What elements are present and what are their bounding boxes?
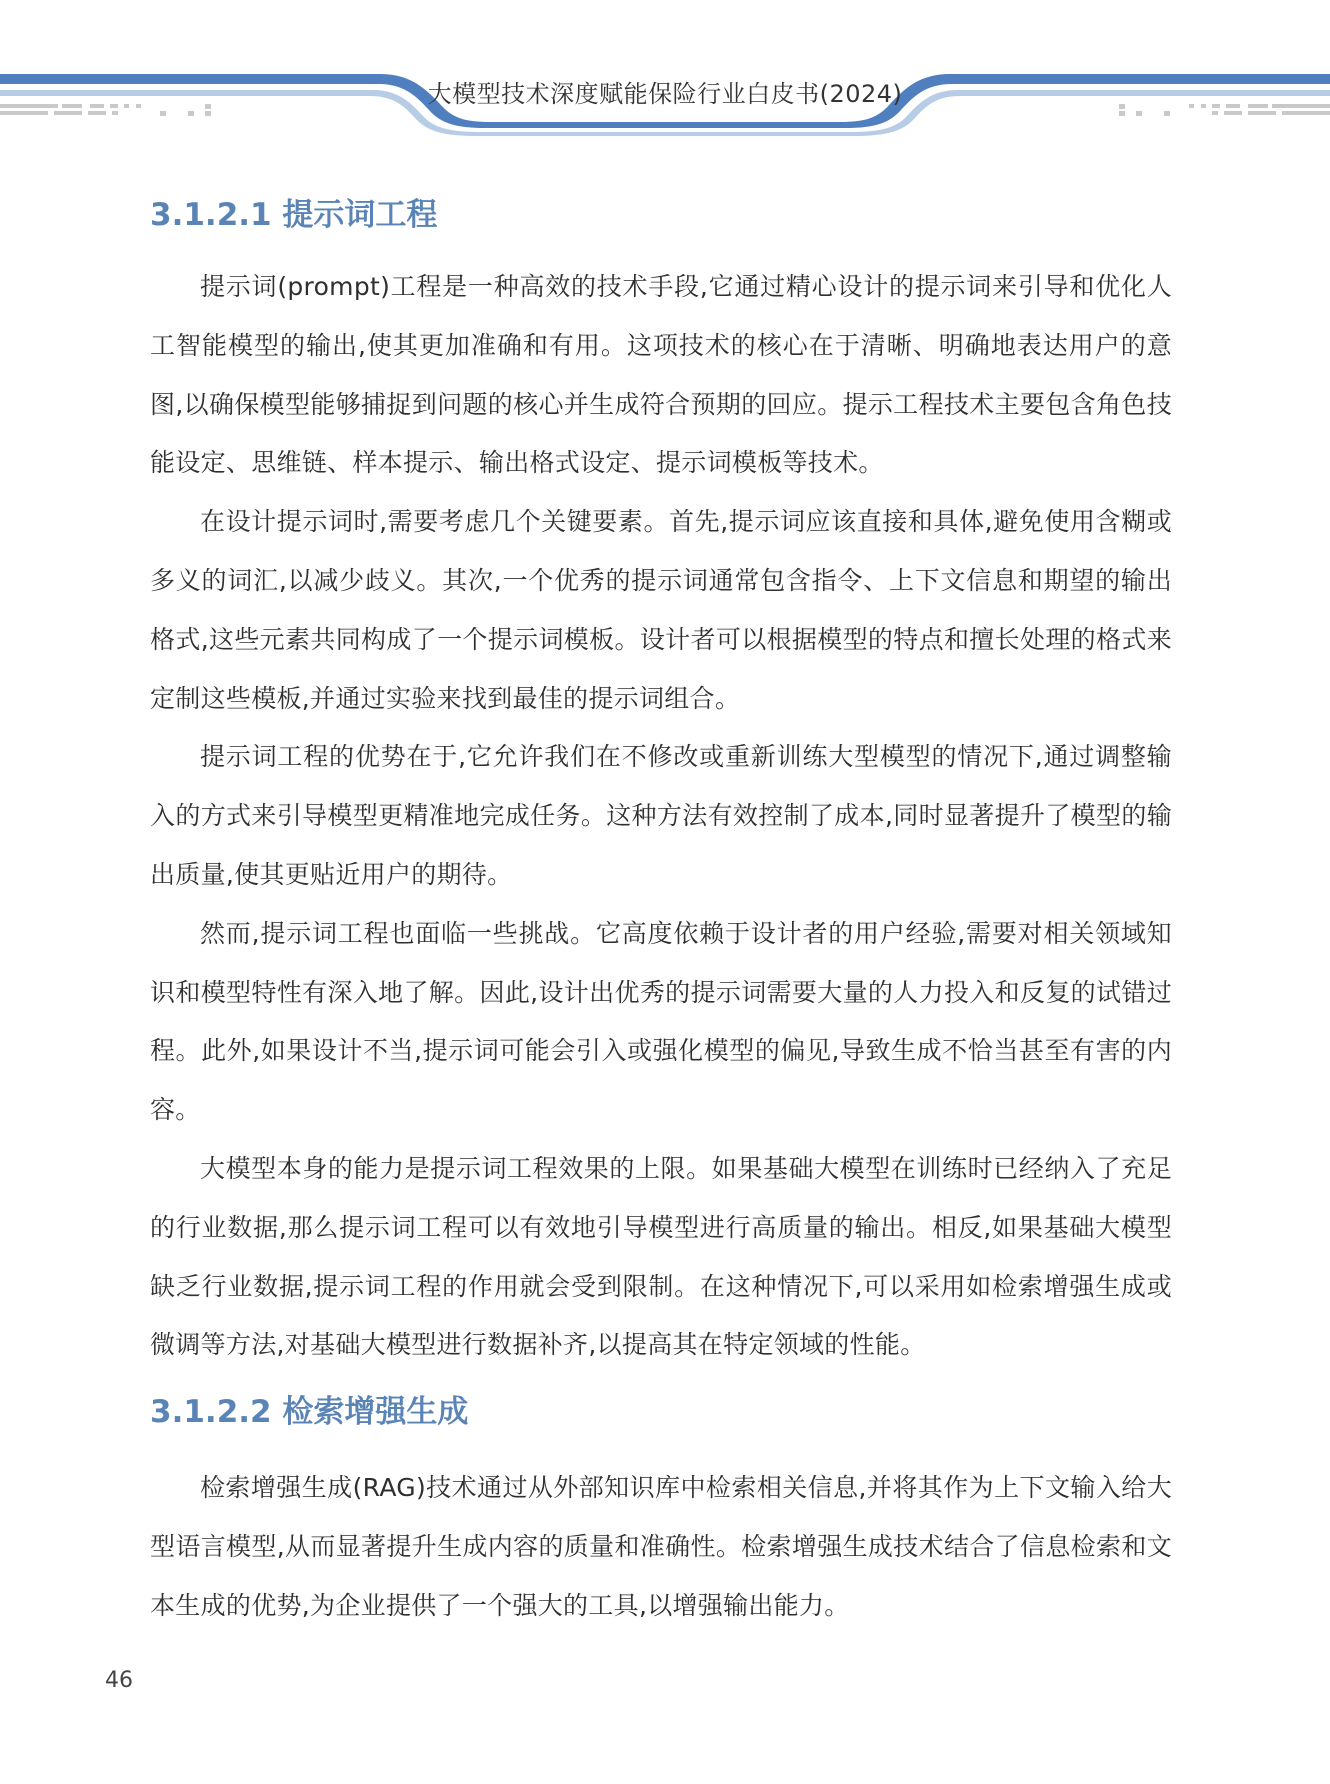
paragraph: 检索增强生成(RAG)技术通过从外部知识库中检索相关信息,并将其作为上下文输入给大型语言模型,从而显著提升生成内容的质量和准确性。检索增强生成技术结合了信息检索和文本生成的优势,为企业提供了一个强大的工具,以增强输出能力。 — [150, 1473, 1172, 1620]
page-number: 46 — [105, 1668, 133, 1693]
paragraph: 在设计提示词时,需要考虑几个关键要素。首先,提示词应该直接和具体,避免使用含糊或多义的词汇,以减少歧义。其次,一个优秀的提示词通常包含指令、上下文信息和期望的输出格式,这些元素共同构成了一个提示词模板。设计者可以根据模型的特点和擅长处理的格式来定制这些模板,并通过实验来找到最佳的提示词组合。 — [150, 507, 1172, 713]
section-body-rag — [150, 1459, 1172, 1635]
page-header — [0, 0, 1330, 140]
section-body-prompt-engineering — [150, 258, 1172, 1375]
section-heading-rag: 3.1.2.2 检索增强生成 — [150, 1394, 469, 1431]
paragraph: 然而,提示词工程也面临一些挑战。它高度依赖于设计者的用户经验,需要对相关领域知识和模型特性有深入地了解。因此,设计出优秀的提示词需要大量的人力投入和反复的试错过程。此外,如果设计不当,提示词可能会引入或强化模型的偏见,导致生成不恰当甚至有害的内容。 — [150, 918, 1172, 1125]
header-title: 大模型技术深度赋能保险行业白皮书(2024) — [427, 80, 903, 108]
page-content — [150, 190, 1172, 1636]
header-decoration — [0, 0, 1330, 140]
paragraph: 提示词工程的优势在于,它允许我们在不修改或重新训练大型模型的情况下,通过调整输入的方式来引导模型更精准地完成任务。这种方法有效控制了成本,同时显著提升了模型的输出质量,使其更贴近用户的期待。 — [150, 742, 1172, 889]
paragraph: 大模型本身的能力是提示词工程效果的上限。如果基础大模型在训练时已经纳入了充足的行业数据,那么提示词工程可以有效地引导模型进行高质量的输出。相反,如果基础大模型缺乏行业数据,提示词工程的作用就会受到限制。在这种情况下,可以采用如检索增强生成或微调等方法,对基础大模型进行数据补齐,以提高其在特定领域的性能。 — [150, 1153, 1172, 1360]
paragraph: 提示词(prompt)工程是一种高效的技术手段,它通过精心设计的提示词来引导和优化人工智能模型的输出,使其更加准确和有用。这项技术的核心在于清晰、明确地表达用户的意图,以确保模型能够捕捉到问题的核心并生成符合预期的回应。提示工程技术主要包含角色技能设定、思维链、样本提示、输出格式设定、提示词模板等技术。 — [150, 272, 1172, 478]
section-heading-prompt-engineering: 3.1.2.1 提示词工程 — [150, 197, 438, 233]
